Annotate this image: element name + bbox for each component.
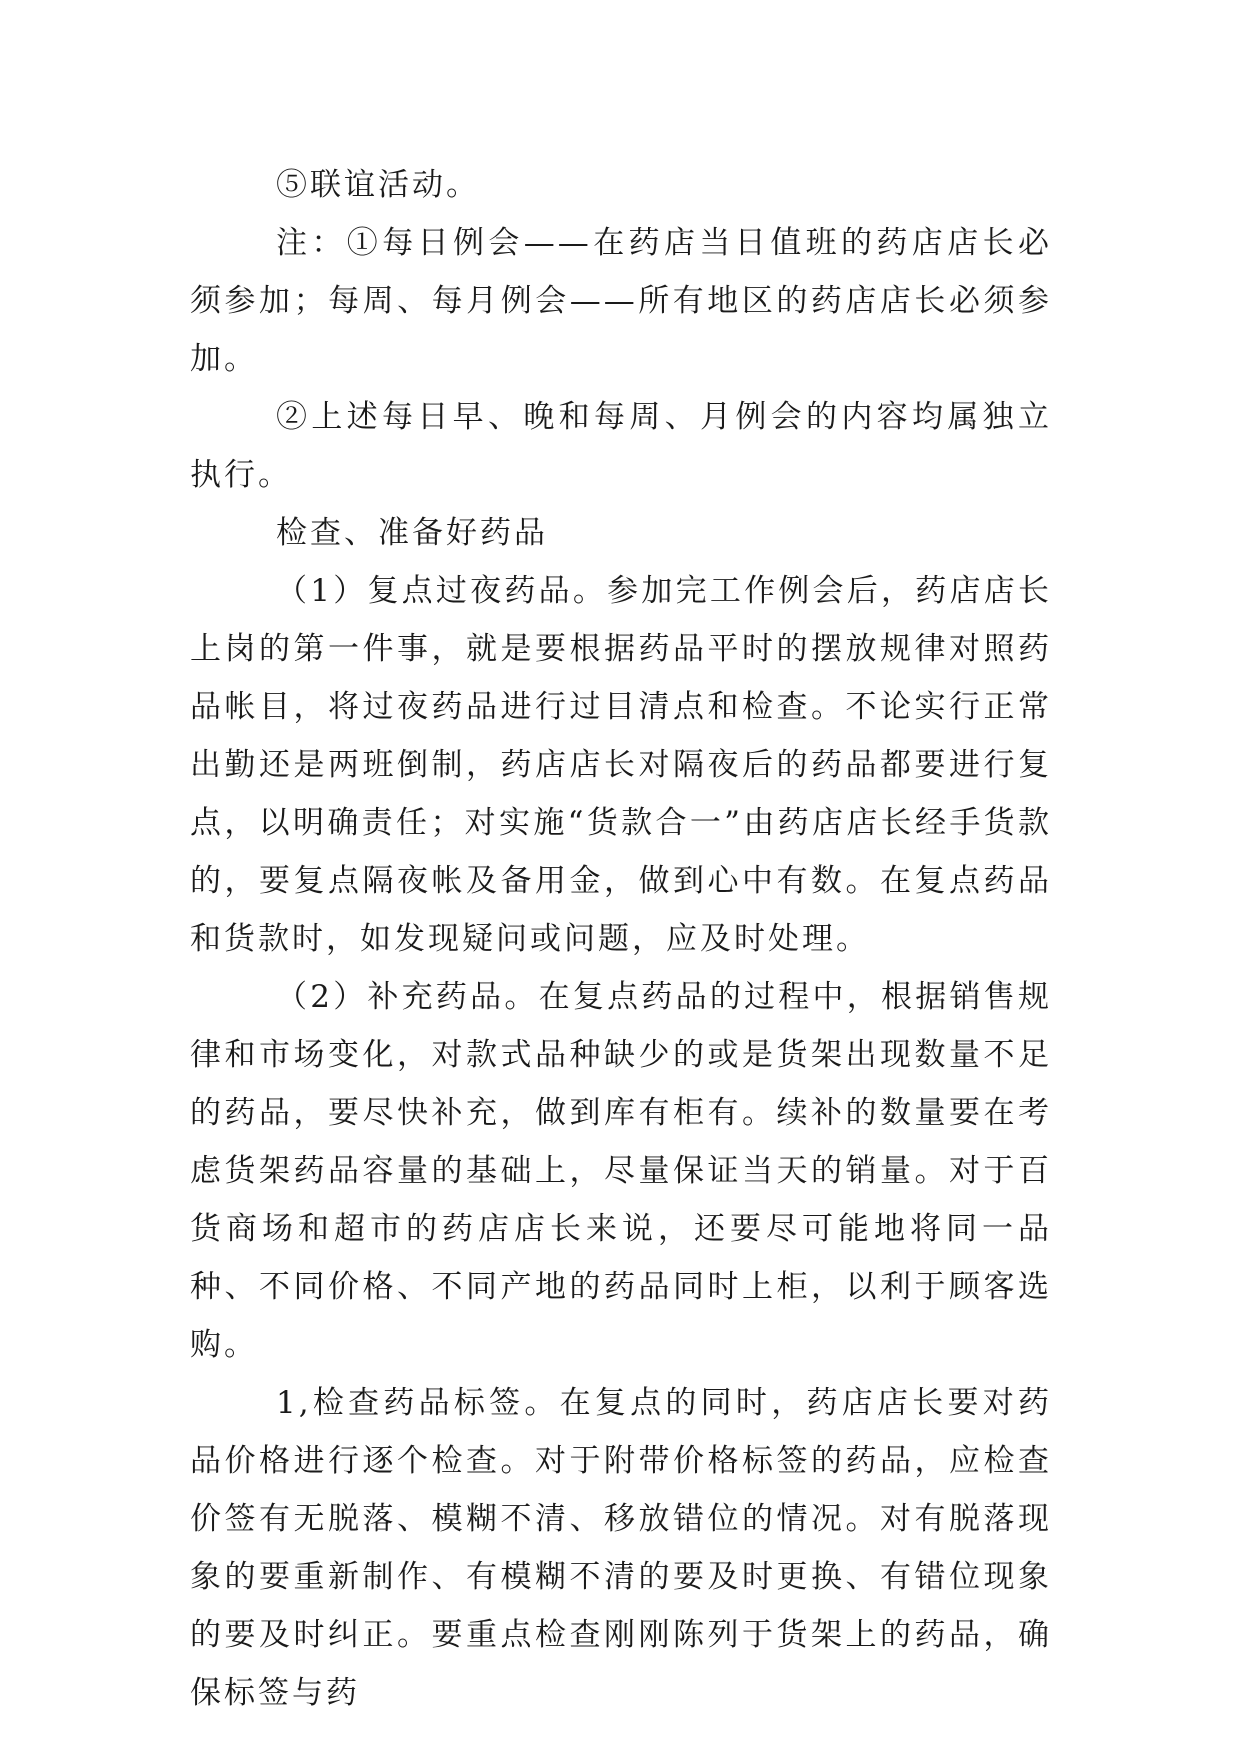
paragraph-replenish: （2）补充药品。在复点药品的过程中，根据销售规律和市场变化，对款式品种缺少的或是货架出现数量不足的药品，要尽快补充，做到库有柜有。续补的数量要在考虑货架药品容量的基础上，尽量保证当天的销量。对于百货商场和超市的药店店长来说，还要尽可能地将同一品种、不同价格、不同产地的药品同时上柜，以利于顾客选购。: [190, 979, 1052, 1363]
document-body: [190, 156, 1052, 1722]
paragraph-activity: ⑤联谊活动。: [276, 167, 480, 203]
paragraph-note: 注：①每日例会——在药店当日值班的药店店长必须参加；每周、每月例会——所有地区的药店店长必须参加。: [190, 225, 1052, 377]
paragraph-note-2: ②上述每日早、晚和每周、月例会的内容均属独立执行。: [190, 399, 1052, 493]
paragraph-labels: 1,检查药品标签。在复点的同时，药店店长要对药品价格进行逐个检查。对于附带价格标签的药品，应检查价签有无脱落、模糊不清、移放错位的情况。对有脱落现象的要重新制作、有模糊不清的要及时更换、有错位现象的要及时纠正。要重点检查刚刚陈列于货架上的药品，确保标签与药: [190, 1385, 1052, 1711]
section-heading: 检查、准备好药品: [276, 515, 548, 551]
paragraph-recount: （1）复点过夜药品。参加完工作例会后，药店店长上岗的第一件事，就是要根据药品平时的摆放规律对照药品帐目，将过夜药品进行过目清点和检查。不论实行正常出勤还是两班倒制，药店店长对隔夜后的药品都要进行复点，以明确责任；对实施“货款合一”由药店店长经手货款的，要复点隔夜帐及备用金，做到心中有数。在复点药品和货款时，如发现疑问或问题，应及时处理。: [190, 573, 1052, 957]
